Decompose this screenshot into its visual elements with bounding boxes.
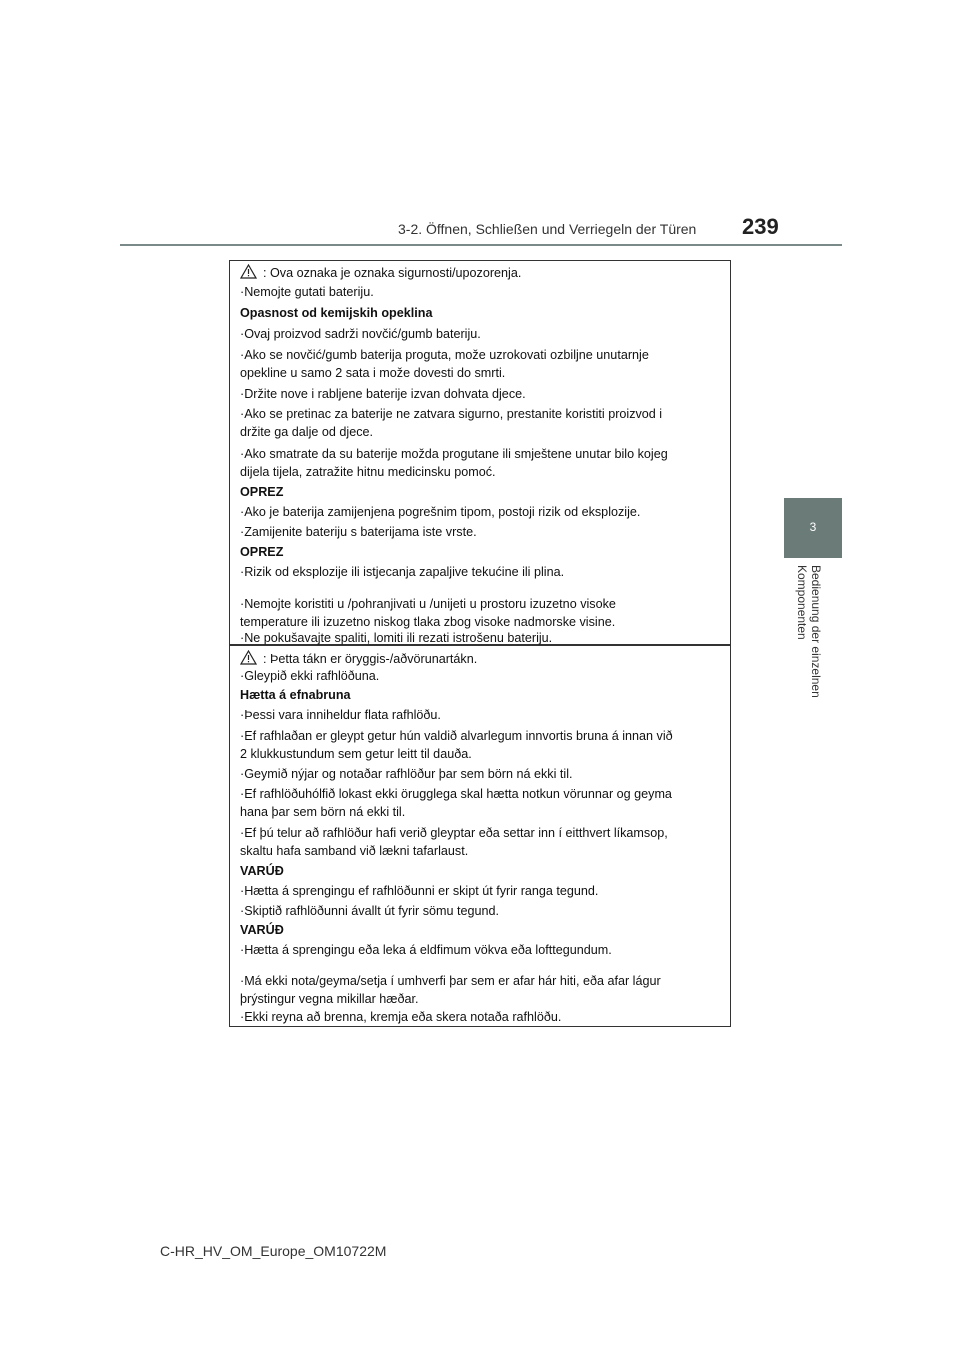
text-line: ·Hætta á sprengingu eða leka á eldfimum vökva eða lofttegundum. xyxy=(240,943,612,957)
text-line: ·Hætta á sprengingu ef rafhlöðunni er skipt út fyrir ranga tegund. xyxy=(240,884,599,898)
text-line: ·Ako se novčić/gumb baterija proguta, može uzrokovati ozbiljne unutarnje xyxy=(240,348,649,362)
warning-symbol-text: : Ova oznaka je oznaka sigurnosti/upozorenja. xyxy=(263,266,522,280)
text-line: opekline u samo 2 sata i može dovesti do smrti. xyxy=(240,366,506,380)
text-line: ·Ako je baterija zamijenjena pogrešnim tipom, postoji rizik od eksplozije. xyxy=(240,505,641,519)
section-heading: Hætta á efnabruna xyxy=(240,688,351,702)
text-line: hana þar sem börn ná ekki til. xyxy=(240,805,406,819)
warning-box-croatian xyxy=(229,260,731,645)
text-line: dijela tijela, zatražite hitnu medicinsku pomoć. xyxy=(240,465,496,479)
header-divider xyxy=(120,244,842,246)
caution-heading: OPREZ xyxy=(240,545,284,559)
text-line: ·Ako smatrate da su baterije možda progutane ili smještene unutar bilo kojeg xyxy=(240,447,668,461)
chapter-tab xyxy=(784,498,842,558)
text-line: ·Gleypið ekki rafhlöðuna. xyxy=(240,669,380,683)
text-line: 2 klukkustundum sem getur leitt til dauða. xyxy=(240,747,472,761)
text-line: ·Zamijenite bateriju s baterijama iste vrste. xyxy=(240,525,477,539)
text-line: držite ga dalje od djece. xyxy=(240,425,374,439)
text-line: ·Ako se pretinac za baterije ne zatvara sigurno, prestanite koristiti proizvod i xyxy=(240,407,663,421)
text-line: temperature ili izuzetno niskog tlaka zbog visoke nadmorske visine. xyxy=(240,615,616,629)
text-line: ·Ne pokušavajte spaliti, lomiti ili rezati istrošenu bateriju. xyxy=(240,631,553,645)
text-line: ·Ef þú telur að rafhlöður hafi verið gleyptar eða settar inn í eitthvert líkamsop, xyxy=(240,826,668,840)
text-line: ·Ef rafhlaðan er gleypt getur hún valdið alvarlegum innvortis bruna á innan við xyxy=(240,729,673,743)
text-line: ·Ovaj proizvod sadrži novčić/gumb bateriju. xyxy=(240,327,481,341)
text-line: ·Nemojte gutati bateriju. xyxy=(240,285,374,299)
text-line: ·Ef rafhlöðuhólfið lokast ekki örugglega skal hætta notkun vörunnar og geyma xyxy=(240,787,672,801)
warning-triangle-icon xyxy=(240,650,257,665)
warning-symbol-text: : Þetta tákn er öryggis-/aðvörunartákn. xyxy=(263,652,478,666)
text-line: ·Má ekki nota/geyma/setja í umhverfi þar sem er afar hár hiti, eða afar lágur xyxy=(240,974,661,988)
text-line: ·Nemojte koristiti u /pohranjivati u /unijeti u prostoru izuzetno visoke xyxy=(240,597,616,611)
section-heading: Opasnost od kemijskih opeklina xyxy=(240,306,433,320)
caution-heading: VARÚÐ xyxy=(240,923,284,937)
warning-symbol-line xyxy=(240,264,521,280)
text-line: skaltu hafa samband við lækni tafarlaust. xyxy=(240,844,469,858)
warning-symbol-line xyxy=(240,650,477,666)
header-title: 3-2. Öffnen, Schließen und Verriegeln der Türen xyxy=(398,221,697,237)
chapter-label: Bedienung der einzelnen Komponenten xyxy=(795,565,823,698)
chapter-number: 3 xyxy=(809,520,817,534)
warning-triangle-icon xyxy=(240,264,257,279)
page-number: 239 xyxy=(742,214,779,239)
caution-heading: VARÚÐ xyxy=(240,864,284,878)
warning-box-icelandic xyxy=(229,645,731,1027)
text-line: ·Ekki reyna að brenna, kremja eða skera notaða rafhlöðu. xyxy=(240,1010,562,1024)
text-line: ·Þessi vara inniheldur flata rafhlöðu. xyxy=(240,708,441,722)
text-line: ·Geymið nýjar og notaðar rafhlöður þar sem börn ná ekki til. xyxy=(240,767,573,781)
text-line: þrýstingur vegna mikillar hæðar. xyxy=(240,992,419,1006)
footer-doc-code: C-HR_HV_OM_Europe_OM10722M xyxy=(160,1243,387,1259)
caution-heading: OPREZ xyxy=(240,485,284,499)
text-line: ·Skiptið rafhlöðunni ávallt út fyrir sömu tegund. xyxy=(240,904,500,918)
text-line: ·Držite nove i rabljene baterije izvan dohvata djece. xyxy=(240,387,526,401)
text-line: ·Rizik od eksplozije ili istjecanja zapaljive tekućine ili plina. xyxy=(240,565,565,579)
